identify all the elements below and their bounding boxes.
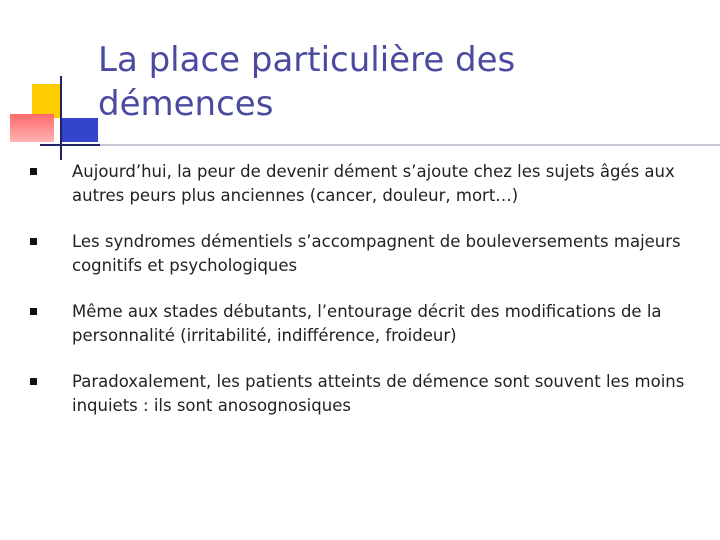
bullet-text: Même aux stades débutants, l’entourage décrit des modifications de la personnalité (irritabilité, indifférence, froideur) (72, 302, 662, 345)
yellow-square (32, 84, 62, 118)
bullet-list (30, 160, 710, 440)
slide-title: La place particulière des démences (98, 40, 516, 124)
blue-square (60, 118, 98, 142)
bullet-square-icon (30, 378, 37, 385)
horizontal-line (40, 144, 100, 146)
bullet-text: Les syndromes démentiels s’accompagnent de bouleversements majeurs cognitifs et psychologiques (72, 232, 681, 275)
bullet-square-icon (30, 308, 37, 315)
bullet-item (30, 230, 710, 278)
bullet-item (30, 300, 710, 348)
bullet-text: Paradoxalement, les patients atteints de démence sont souvent les moins inquiets : ils sont anosognosiques (72, 372, 685, 415)
bullet-item (30, 370, 710, 418)
bullet-text: Aujourd’hui, la peur de devenir dément s’ajoute chez les sujets âgés aux autres peurs plus anciennes (cancer, douleur, mort…) (72, 162, 675, 205)
bullet-square-icon (30, 238, 37, 245)
title-underline (100, 144, 720, 146)
red-square (10, 114, 54, 142)
bullet-item (30, 160, 710, 208)
decorative-logo (0, 0, 100, 170)
bullet-square-icon (30, 168, 37, 175)
vertical-line (60, 76, 62, 160)
